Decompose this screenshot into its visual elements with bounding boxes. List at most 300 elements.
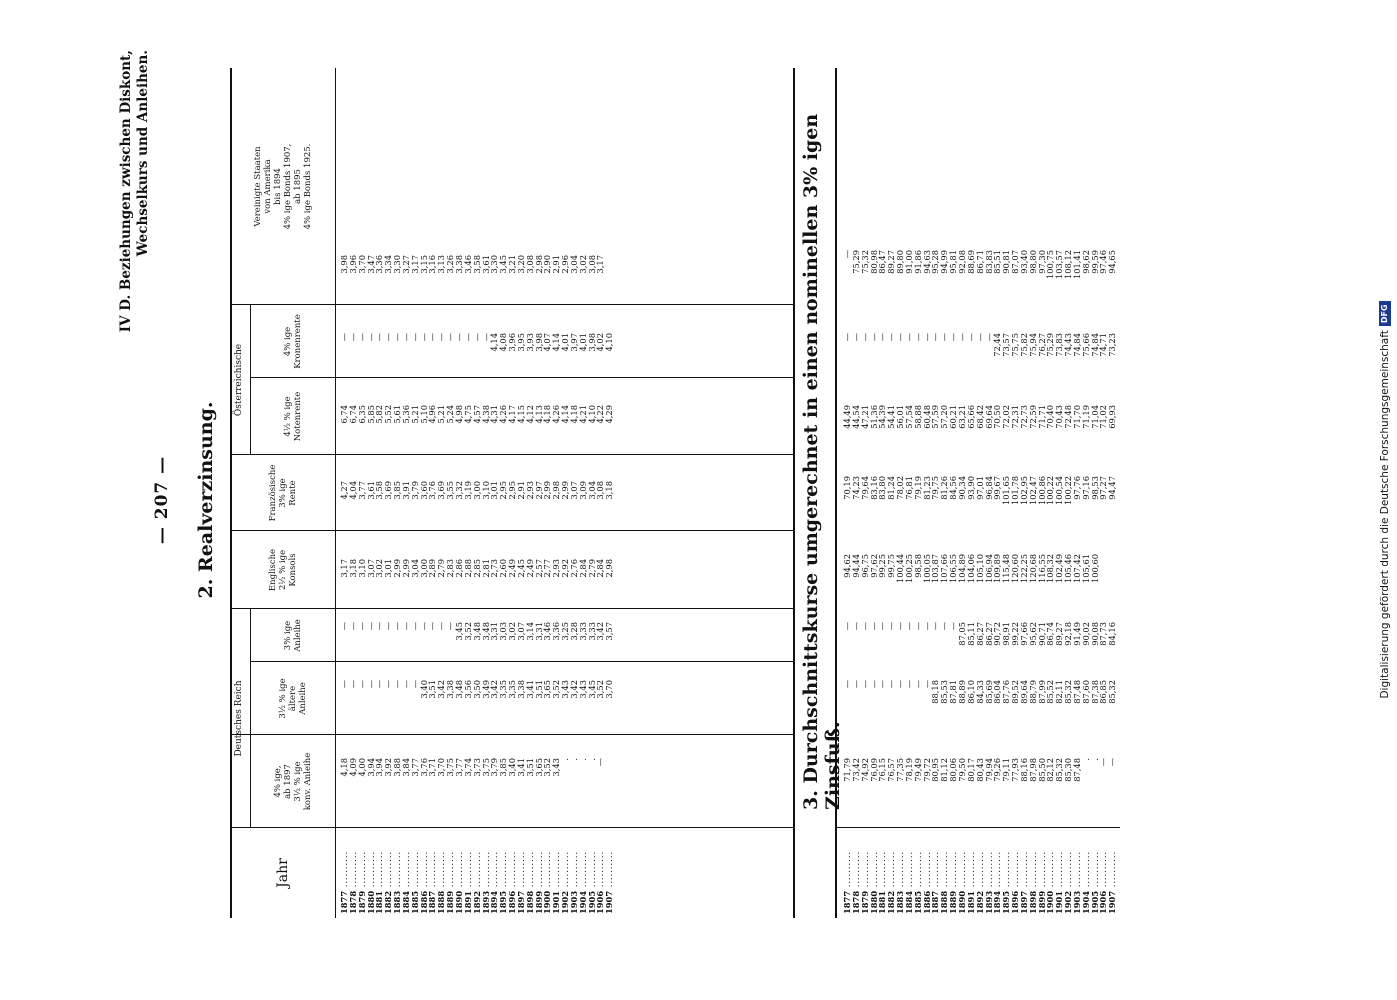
value-cell: 87,05 — [956, 622, 967, 646]
value-cell: 103,87 — [930, 554, 941, 584]
value-cell: — — [347, 333, 358, 342]
value-cell: 47,21 — [859, 405, 870, 429]
value-cell: 72,31 — [1010, 405, 1021, 429]
value-cell: 83,80 — [877, 476, 888, 500]
value-cell: — — [374, 333, 385, 342]
leader-dots: .......... — [471, 850, 482, 891]
value-cell: 3,96 — [347, 255, 358, 274]
value-cell: — — [436, 333, 447, 342]
table1-c3-column — [340, 622, 614, 662]
value-cell: 2,98 — [533, 255, 544, 274]
value-cell: 3,85 — [392, 481, 403, 500]
value-cell: 69,93 — [1107, 405, 1118, 429]
value-cell: 3,46 — [542, 622, 553, 641]
value-cell: 4,08 — [498, 333, 509, 352]
value-cell: 3,48 — [471, 622, 482, 641]
value-cell: 57,59 — [930, 405, 941, 429]
value-cell: 94,44 — [850, 554, 861, 578]
value-cell: 3,04 — [586, 481, 597, 500]
value-cell: 88,16 — [1018, 758, 1029, 782]
value-cell: 3,60 — [418, 481, 429, 500]
value-cell: 115,48 — [1001, 554, 1012, 584]
value-cell: 4,22 — [595, 405, 606, 424]
value-cell: 88,69 — [965, 250, 976, 274]
value-cell: 93,40 — [1018, 250, 1029, 274]
year-cell: 1891 .......... — [965, 850, 976, 914]
leader-dots: .......... — [542, 850, 553, 891]
value-cell: — — [409, 333, 420, 342]
value-cell: — — [1107, 758, 1118, 767]
dfg-logo: DFG — [1379, 301, 1391, 326]
year-cell: 1893 .......... — [983, 850, 994, 914]
value-cell: 3,42 — [568, 680, 579, 699]
leader-dots: .......... — [1045, 850, 1056, 891]
table1-c4-column — [340, 559, 614, 609]
year-cell: 1890 .......... — [453, 850, 464, 914]
year-cell: 1883 .......... — [895, 850, 906, 914]
value-cell: — — [859, 333, 870, 342]
value-cell: 5,82 — [374, 405, 385, 424]
leader-dots: .......... — [489, 850, 500, 891]
year-cell: 1882 .......... — [886, 850, 897, 914]
value-cell: 70,43 — [1054, 405, 1065, 429]
value-cell: 3,98 — [586, 333, 597, 352]
value-cell: 4,14 — [551, 333, 562, 352]
value-cell: 3,58 — [471, 255, 482, 274]
leader-dots: .......... — [356, 850, 367, 891]
year-cell: 1879 .......... — [356, 850, 367, 914]
value-cell: 44,54 — [850, 405, 861, 429]
value-cell: 3,45 — [586, 680, 597, 699]
value-cell: 3,50 — [471, 680, 482, 699]
value-cell: 2,92 — [560, 559, 571, 578]
leader-dots: .......... — [956, 850, 967, 891]
value-cell: 3,97 — [568, 333, 579, 352]
value-cell: 3,15 — [418, 255, 429, 274]
value-cell: 100,54 — [1054, 476, 1065, 506]
value-cell: 73,42 — [850, 758, 861, 782]
value-cell: 3,16 — [427, 255, 438, 274]
value-cell: 63,21 — [956, 405, 967, 429]
leader-dots: .......... — [560, 850, 571, 891]
leader-dots: .......... — [842, 850, 852, 891]
value-cell: 3,61 — [480, 255, 491, 274]
value-cell: 3,34 — [383, 255, 394, 274]
value-cell: 3,96 — [507, 333, 518, 352]
value-cell: 81,12 — [939, 758, 950, 782]
value-cell: — — [930, 622, 941, 631]
value-cell: 3,65 — [533, 758, 544, 777]
value-cell: 4,26 — [498, 405, 509, 424]
value-cell: 99,22 — [1010, 622, 1021, 646]
value-cell: 81,23 — [921, 476, 932, 500]
value-cell: 94,65 — [1107, 250, 1118, 274]
digitization-note: Digitalisierung gefördert durch die Deutsche Forschungsgemeinschaft — [1379, 330, 1391, 699]
year-cell: 1877 .......... — [842, 850, 852, 914]
value-cell: 86,04 — [992, 680, 1003, 704]
year-cell: 1906 .......... — [595, 850, 606, 914]
year-cell: 1897 .......... — [515, 850, 526, 914]
value-cell: 3,02 — [577, 255, 588, 274]
value-cell: 2,79 — [586, 559, 597, 578]
value-cell: 87,98 — [1027, 758, 1038, 782]
leader-dots: .......... — [427, 850, 438, 891]
value-cell: 75,75 — [1010, 333, 1021, 357]
value-cell: 57,20 — [939, 405, 950, 429]
value-cell: — — [895, 680, 906, 689]
value-cell: 3,84 — [400, 758, 411, 777]
value-cell: 3,17 — [595, 255, 606, 274]
value-cell: 54,39 — [877, 405, 888, 429]
value-cell: — — [930, 333, 941, 342]
value-cell: 74,43 — [1063, 333, 1074, 357]
value-cell: 3,02 — [507, 622, 518, 641]
table2-c4-column — [843, 554, 1117, 609]
group-oesterreich: Österreichische — [234, 343, 244, 417]
value-cell: 3,09 — [577, 481, 588, 500]
value-cell: 5,10 — [418, 405, 429, 424]
value-cell: 3,52 — [595, 680, 606, 699]
value-cell: . — [577, 758, 588, 761]
value-cell: 3,33 — [577, 622, 588, 641]
value-cell: — — [1098, 758, 1109, 767]
value-cell: — — [895, 333, 906, 342]
value-cell: 96,75 — [859, 554, 870, 578]
value-cell: 4,13 — [533, 405, 544, 424]
value-cell: 3,04 — [409, 559, 420, 578]
value-cell: 2,96 — [560, 255, 571, 274]
value-cell: 100,25 — [903, 554, 914, 584]
value-cell: — — [418, 333, 429, 342]
leader-dots: .......... — [1027, 850, 1038, 891]
year-cell: 1907 .......... — [1107, 850, 1118, 914]
year-cell: 1889 .......... — [445, 850, 456, 914]
value-cell: 4,12 — [524, 405, 535, 424]
value-cell: — — [453, 333, 464, 342]
value-cell: 3,01 — [489, 481, 500, 500]
value-cell: 73,23 — [1107, 333, 1118, 357]
value-cell: 2,95 — [498, 481, 509, 500]
value-cell: — — [392, 622, 403, 631]
year-cell: 1884 .......... — [400, 850, 411, 914]
leader-dots: .......... — [409, 850, 420, 891]
year-cell: 1883 .......... — [392, 850, 403, 914]
leader-dots: .......... — [595, 850, 606, 891]
value-cell: — — [859, 680, 870, 689]
value-cell: 91,49 — [1071, 622, 1082, 646]
value-cell: 99,25 — [877, 554, 888, 578]
value-cell: 97,62 — [868, 554, 879, 578]
leader-dots: .......... — [445, 850, 456, 891]
value-cell: 80,06 — [948, 758, 959, 782]
value-cell: 3,40 — [418, 680, 429, 699]
value-cell: — — [939, 333, 950, 342]
value-cell: — — [921, 622, 932, 631]
table1-bottom-rule — [793, 68, 795, 918]
value-cell: — — [436, 622, 447, 631]
value-cell: 86,85 — [1098, 680, 1109, 704]
value-cell: 85,52 — [1045, 680, 1056, 704]
value-cell: — — [974, 333, 985, 342]
value-cell: 106,94 — [983, 554, 994, 584]
average-rates-table — [835, 68, 1135, 918]
value-cell: 4,10 — [604, 333, 615, 352]
value-cell: 3,79 — [409, 481, 420, 500]
leader-dots: .......... — [551, 850, 562, 891]
value-cell: 3,52 — [462, 622, 473, 641]
value-cell: 3,28 — [568, 622, 579, 641]
value-cell: — — [886, 680, 897, 689]
value-cell: — — [374, 622, 385, 631]
value-cell: 102,95 — [1018, 476, 1029, 506]
value-cell: 76,15 — [877, 758, 888, 782]
value-cell: 2,85 — [471, 559, 482, 578]
value-cell: 3,49 — [480, 680, 491, 699]
value-cell: — — [383, 333, 394, 342]
year-cell: 1902 .......... — [560, 850, 571, 914]
year-cell: 1880 .......... — [365, 850, 376, 914]
value-cell: 97,66 — [1018, 622, 1029, 646]
value-cell: 2,79 — [436, 559, 447, 578]
leader-dots: .......... — [577, 850, 588, 891]
value-cell: 51,36 — [868, 405, 879, 429]
value-cell: — — [595, 758, 606, 767]
value-cell: 5,52 — [383, 405, 394, 424]
year-cell: 1905 .......... — [586, 850, 597, 914]
value-cell: 3,70 — [356, 255, 367, 274]
value-cell: 72,59 — [1027, 405, 1038, 429]
value-cell: — — [886, 622, 897, 631]
value-cell: 3,48 — [453, 680, 464, 699]
value-cell: 2,95 — [507, 481, 518, 500]
year-cell: 1886 .......... — [921, 850, 932, 914]
value-cell: 92,18 — [1063, 622, 1074, 646]
value-cell: — — [983, 333, 994, 342]
value-cell: 70,50 — [992, 405, 1003, 429]
value-cell: 2,90 — [542, 255, 553, 274]
value-cell: 71,02 — [1098, 405, 1109, 429]
leader-dots: .......... — [921, 850, 932, 891]
value-cell: 90,34 — [956, 476, 967, 500]
value-cell: 4,18 — [542, 405, 553, 424]
year-cell: 1890 .......... — [956, 850, 967, 914]
value-cell: 4,14 — [489, 333, 500, 352]
value-cell: — — [939, 622, 950, 631]
leader-dots: .......... — [498, 850, 509, 891]
year-cell: 1901 .......... — [551, 850, 562, 914]
value-cell: — — [912, 622, 923, 631]
value-cell: 2,49 — [524, 559, 535, 578]
value-cell: 3,25 — [560, 622, 571, 641]
value-cell: 2,91 — [515, 481, 526, 500]
leader-dots: .......... — [992, 850, 1003, 891]
value-cell: 60,21 — [948, 405, 959, 429]
value-cell: 79,50 — [956, 758, 967, 782]
value-cell: — — [409, 680, 420, 689]
value-cell: — — [877, 680, 888, 689]
value-cell: 88,18 — [930, 680, 941, 704]
value-cell: 70,40 — [1045, 405, 1056, 429]
value-cell: — — [339, 622, 349, 631]
value-cell: — — [356, 622, 367, 631]
value-cell: 3,48 — [480, 622, 491, 641]
value-cell: 79,72 — [921, 758, 932, 782]
value-cell: 2,98 — [551, 481, 562, 500]
value-cell: — — [965, 333, 976, 342]
value-cell — [1108, 554, 1117, 609]
value-cell: 108,32 — [1045, 554, 1056, 584]
value-cell: 74,92 — [859, 758, 870, 782]
value-cell — [605, 758, 614, 828]
value-cell: 74,84 — [1071, 333, 1082, 357]
value-cell: — — [948, 622, 959, 631]
value-cell: 76,09 — [868, 758, 879, 782]
year-cell: 1880 .......... — [868, 850, 879, 914]
year-cell: 1894 .......... — [489, 850, 500, 914]
value-cell: 103,57 — [1054, 250, 1065, 280]
value-cell: 100,22 — [1045, 476, 1056, 506]
header-c2: 3½ % ige ältere Anleihe — [277, 678, 308, 719]
value-cell: 4,04 — [347, 481, 358, 500]
value-cell: 3,51 — [524, 758, 535, 777]
value-cell: — — [409, 622, 420, 631]
value-cell: 3,42 — [489, 680, 500, 699]
value-cell: 4,18 — [339, 758, 349, 777]
value-cell: 101,65 — [1001, 476, 1012, 506]
leader-dots: .......... — [568, 850, 579, 891]
value-cell: 3,70 — [604, 680, 615, 699]
value-cell: 3,18 — [347, 559, 358, 578]
value-cell: 107,66 — [939, 554, 950, 584]
value-cell: 3,41 — [524, 680, 535, 699]
value-cell: 100,86 — [1036, 476, 1047, 506]
leader-dots: .......... — [903, 850, 914, 891]
value-cell: 4,31 — [489, 405, 500, 424]
value-cell: — — [850, 622, 861, 631]
value-cell: 79,64 — [859, 476, 870, 500]
value-cell: 74,23 — [850, 476, 861, 500]
value-cell: 3,79 — [489, 758, 500, 777]
table1-c1-column — [340, 758, 614, 828]
value-cell: 2,99 — [542, 481, 553, 500]
value-cell: 3,77 — [453, 758, 464, 777]
value-cell: 3,27 — [400, 255, 411, 274]
value-cell: 80,17 — [965, 758, 976, 782]
value-cell: 4,26 — [551, 405, 562, 424]
table1-c5-column — [340, 481, 614, 531]
value-cell: 72,02 — [1001, 405, 1012, 429]
value-cell: 4,96 — [427, 405, 438, 424]
value-cell: 3,19 — [462, 481, 473, 500]
leader-dots: .......... — [1089, 850, 1100, 891]
value-cell: — — [339, 680, 349, 689]
value-cell: — — [374, 680, 385, 689]
year-cell: 1894 .......... — [992, 850, 1003, 914]
value-cell: 3,70 — [436, 758, 447, 777]
value-cell: 6,74 — [339, 405, 349, 424]
value-cell: 71,71 — [1036, 405, 1047, 429]
value-cell: — — [956, 333, 967, 342]
value-cell: 3,45 — [498, 255, 509, 274]
leader-dots: .......... — [480, 850, 491, 891]
value-cell: 68,42 — [974, 405, 985, 429]
value-cell: — — [903, 333, 914, 342]
value-cell: 3,91 — [400, 481, 411, 500]
section-header-line1: IV D. Beziehungen zwischen Diskont, — [118, 50, 134, 333]
value-cell: — — [383, 680, 394, 689]
value-cell: 73,83 — [1054, 333, 1065, 357]
value-cell: 2,86 — [453, 559, 464, 578]
value-cell: 71,70 — [1071, 405, 1082, 429]
leader-dots: .......... — [586, 850, 597, 891]
value-cell: 4,21 — [577, 405, 588, 424]
value-cell: 75,94 — [1027, 333, 1038, 357]
value-cell: 3,21 — [507, 255, 518, 274]
value-cell: 85,30 — [1063, 758, 1074, 782]
value-cell: 70,19 — [842, 476, 852, 500]
value-cell: 75,66 — [1080, 333, 1091, 357]
table2-c1-column — [843, 758, 1117, 828]
value-cell: 89,27 — [1054, 622, 1065, 646]
value-cell: 78,02 — [895, 476, 906, 500]
value-cell: 3,41 — [515, 758, 526, 777]
value-cell: 81,26 — [939, 476, 950, 500]
value-cell: 3,07 — [365, 559, 376, 578]
year-cell: 1891 .......... — [462, 850, 473, 914]
value-cell: 3,03 — [498, 622, 509, 641]
year-cell: 1902 .......... — [1063, 850, 1074, 914]
value-cell: 85,69 — [983, 680, 994, 704]
value-cell: — — [886, 333, 897, 342]
value-cell: 87,76 — [1001, 680, 1012, 704]
value-cell: 3,08 — [586, 255, 597, 274]
value-cell: 90,08 — [1089, 622, 1100, 646]
value-cell: 76,27 — [1036, 333, 1047, 357]
value-cell: 100,75 — [1045, 250, 1056, 280]
value-cell: 3,51 — [533, 680, 544, 699]
value-cell: 87,60 — [1080, 680, 1091, 704]
value-cell: 99,75 — [886, 554, 897, 578]
value-cell: 86,10 — [965, 680, 976, 704]
table2-year-column — [843, 830, 1117, 914]
year-cell: 1896 .......... — [507, 850, 518, 914]
leader-dots: .......... — [1001, 850, 1012, 891]
value-cell: — — [912, 680, 923, 689]
value-cell: 2,76 — [568, 559, 579, 578]
value-cell: — — [365, 680, 376, 689]
header-c8: Vereinigte Staaten von Amerika bis 1894 4% ige Bonds 1907, ab 1895 4% ige Bonds 1925. — [252, 143, 313, 230]
value-cell: 4,29 — [604, 405, 615, 424]
value-cell: 3,55 — [445, 481, 456, 500]
value-cell: 97,27 — [1098, 476, 1109, 500]
year-cell: 1897 .......... — [1018, 850, 1029, 914]
leader-dots: .......... — [930, 850, 941, 891]
value-cell: 72,48 — [1063, 405, 1074, 429]
value-cell: — — [471, 333, 482, 342]
value-cell: 2,93 — [524, 481, 535, 500]
value-cell: 3,26 — [445, 255, 456, 274]
leader-dots: .......... — [1098, 850, 1109, 891]
value-cell: 79,49 — [912, 758, 923, 782]
value-cell: — — [339, 333, 349, 342]
value-cell: 3,14 — [524, 622, 535, 641]
leader-dots: .......... — [1063, 850, 1074, 891]
year-cell: 1889 .......... — [948, 850, 959, 914]
value-cell: 81,24 — [886, 476, 897, 500]
value-cell: 79,19 — [912, 476, 923, 500]
table2-c2-column — [843, 680, 1117, 735]
value-cell: 2,93 — [551, 559, 562, 578]
